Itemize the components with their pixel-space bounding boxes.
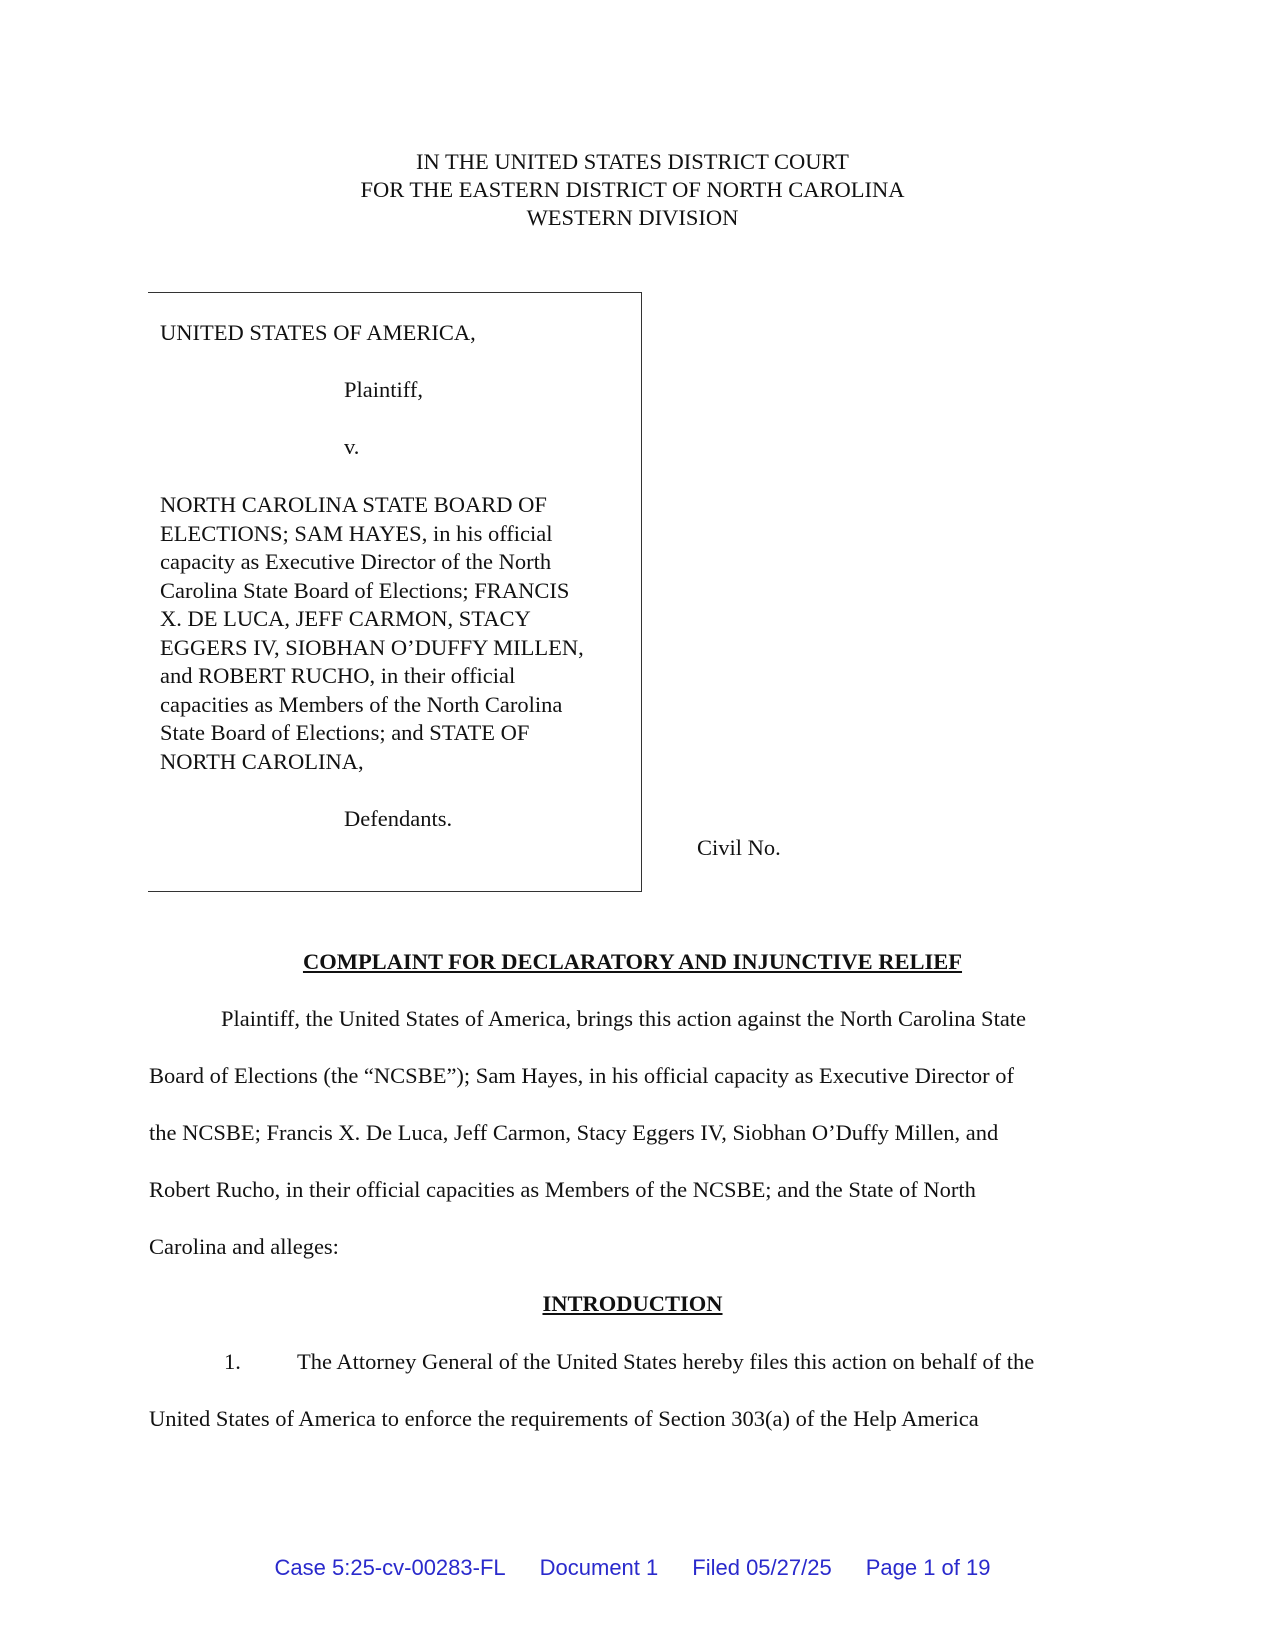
court-header [0,148,1265,232]
defendants-line: ELECTIONS; SAM HAYES, in his official [160,520,553,546]
civil-number: Civil No. [697,835,781,860]
defendants-line: EGGERS IV, SIOBHAN O’DUFFY MILLEN, [160,634,584,660]
defendants-names [160,491,640,776]
defendants-line: Carolina State Board of Elections; FRANCIS [160,577,570,603]
versus: v. [344,434,360,459]
paragraph-line: Robert Rucho, in their official capacities as Members of the NCSBE; and the State of North [149,1177,976,1202]
defendants-line: capacities as Members of the North Carolina [160,691,563,717]
paragraph-line: Carolina and alleges: [149,1234,339,1259]
court-header-line: FOR THE EASTERN DISTRICT OF NORTH CAROLINA [360,177,905,202]
defendants-line: X. DE LUCA, JEFF CARMON, STACY [160,606,531,631]
footer-case-number: Case 5:25-cv-00283-FL [274,1555,506,1580]
paragraph-number: 1. [224,1349,241,1374]
paragraph-line: Plaintiff, the United States of America, brings this action against the North Carolina State [221,1006,1027,1031]
defendants-line: State Board of Elections; and STATE OF [160,720,530,745]
defendants-role: Defendants. [344,806,453,831]
footer-page: Page 1 of 19 [865,1555,991,1580]
defendants-line: NORTH CAROLINA STATE BOARD OF [160,492,547,517]
footer-document: Document 1 [539,1555,659,1580]
court-header-line: WESTERN DIVISION [526,205,739,230]
defendants-line: and ROBERT RUCHO, in their official [160,663,516,688]
paragraph-line: the NCSBE; Francis X. De Luca, Jeff Carmon, Stacy Eggers IV, Siobhan O’Duffy Millen, and [149,1120,999,1145]
footer-filed-date: Filed 05/27/25 [692,1555,832,1580]
filing-footer [0,1555,1265,1581]
paragraph-line: Board of Elections (the “NCSBE”); Sam Hayes, in his official capacity as Executive Director of [149,1063,1014,1088]
court-header-line: IN THE UNITED STATES DISTRICT COURT [416,149,849,174]
defendants-line: NORTH CAROLINA, [160,748,364,774]
plaintiff-name: UNITED STATES OF AMERICA, [160,320,476,345]
plaintiff-role: Plaintiff, [344,377,423,402]
section-heading: INTRODUCTION [542,1291,723,1316]
paragraph-line: The Attorney General of the United States hereby files this action on behalf of the [297,1349,1035,1374]
case-caption-box [148,292,642,892]
complaint-title: COMPLAINT FOR DECLARATORY AND INJUNCTIVE RELIEF [302,949,963,974]
paragraph-line: United States of America to enforce the requirements of Section 303(a) of the Help America [149,1406,979,1431]
defendants-line: capacity as Executive Director of the North [160,549,552,574]
